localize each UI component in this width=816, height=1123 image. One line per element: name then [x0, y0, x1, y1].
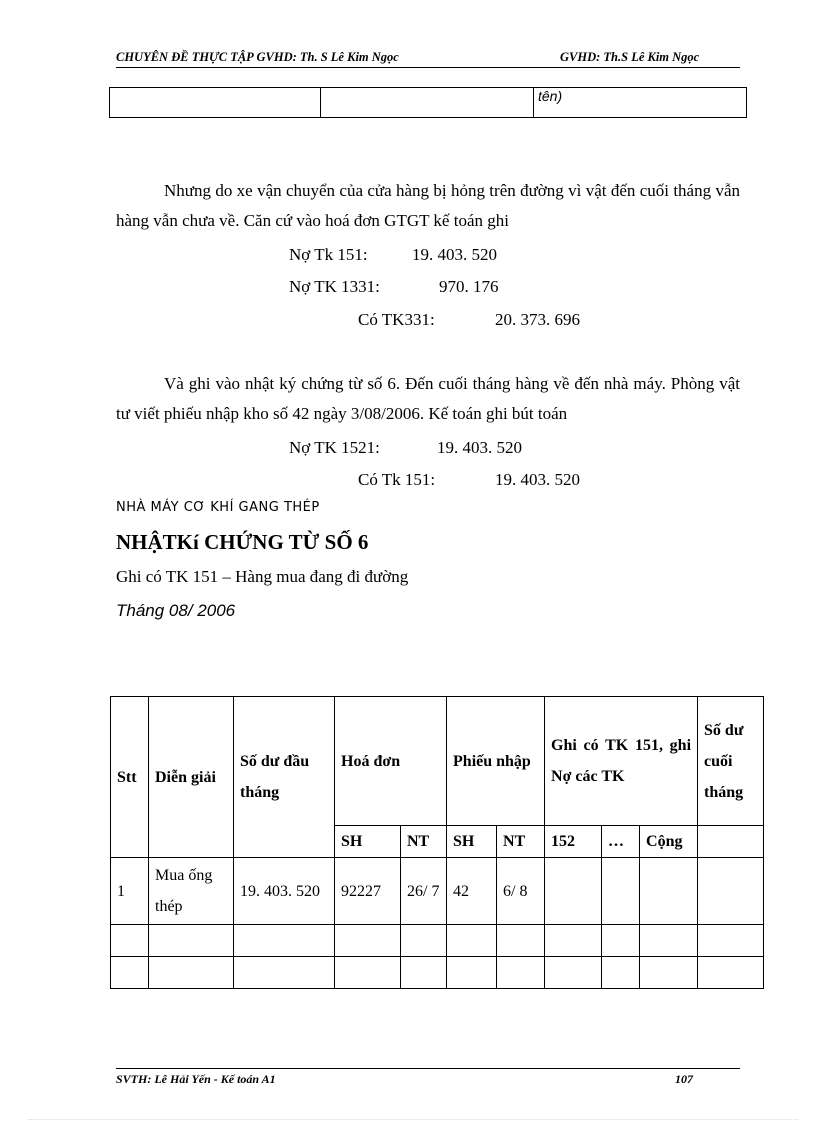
journal-table: [110, 696, 764, 989]
row-so-du-dau: 19. 403. 520: [234, 858, 335, 925]
header-152: 152: [545, 826, 602, 858]
continuation-cell-text: tên): [534, 88, 747, 118]
header-sh: SH: [335, 826, 401, 858]
entry-value: 19. 403. 520: [495, 470, 580, 489]
entry-label: Có TK331:: [358, 310, 435, 329]
header-cong: Cộng: [640, 826, 698, 858]
footer-rule: [116, 1068, 740, 1069]
entry-value: 19. 403. 520: [412, 245, 497, 264]
header-nt: NT: [401, 826, 447, 858]
row-hd-nt: 26/ 7: [401, 858, 447, 925]
entry-label: Nợ Tk 151:: [289, 245, 368, 264]
entry-value: 19. 403. 520: [437, 438, 522, 457]
paragraph-2-text: Và ghi vào nhật ký chứng từ số 6. Đến cuối tháng hàng về đến nhà máy. Phòng vật tư viết phiếu nhập kho số 42 ngày 3/08/2006. Kế toán ghi bút toán: [116, 374, 740, 423]
continuation-cell: [110, 88, 321, 118]
row-pn-sh: 42: [447, 858, 497, 925]
table-cell: [640, 858, 698, 925]
header-nt: NT: [497, 826, 545, 858]
journal-period: Tháng 08/ 2006: [116, 601, 236, 620]
header-so-du-cuoi: Số dư cuối tháng: [698, 697, 764, 826]
header-dots: …: [602, 826, 640, 858]
journal-title: NHẬTKí CHỨNG TỪ SỐ 6: [116, 530, 369, 554]
entry-value: 20. 373. 696: [495, 310, 580, 329]
journal-subtitle: Ghi có TK 151 – Hàng mua đang đi đường: [116, 567, 409, 586]
continuation-cell: [321, 88, 534, 118]
header-sh: SH: [447, 826, 497, 858]
header-phieu-nhap: Phiếu nhập: [447, 697, 545, 826]
header-dien-giai: Diễn giải: [149, 697, 234, 858]
table-row: [111, 925, 764, 957]
continuation-table: [109, 87, 747, 118]
table-cell: [698, 826, 764, 858]
table-cell: [545, 858, 602, 925]
paragraph-1-text: Nhưng do xe vận chuyển của cửa hàng bị hỏng trên đường vì vật đến cuối tháng vẫn hàng vẫn chưa về. Căn cứ vào hoá đơn GTGT kế toán ghi: [116, 181, 740, 230]
entry-label: Có Tk 151:: [358, 470, 436, 489]
header-rule: [116, 67, 740, 68]
paragraph-2: [116, 369, 740, 429]
company-name: NHÀ MÁY CƠ KHÍ GANG THÉP: [116, 500, 320, 515]
row-dien-giai: Mua ống thép: [149, 858, 234, 925]
header-ghi-co: Ghi có TK 151, ghi Nợ các TK: [545, 697, 698, 826]
footer-left-text: SVTH: Lê Hải Yến - Kế toán A1: [116, 1072, 276, 1086]
paragraph-1: [116, 176, 740, 236]
header-right-text: GVHD: Th.S Lê Kim Ngọc: [560, 50, 700, 64]
row-pn-nt: 6/ 8: [497, 858, 545, 925]
entry-value: 970. 176: [439, 277, 499, 296]
header-stt: Stt: [111, 697, 149, 858]
header-hoa-don: Hoá đơn: [335, 697, 447, 826]
entry-label: Nợ TK 1331:: [289, 277, 380, 296]
row-stt: 1: [111, 858, 149, 925]
table-cell: [698, 858, 764, 925]
header-so-du-dau: Số dư đầu tháng: [234, 697, 335, 858]
table-row: [111, 957, 764, 989]
row-hd-sh: 92227: [335, 858, 401, 925]
page-number: 107: [675, 1072, 693, 1086]
header-left-text: CHUYÊN ĐỀ THỰC TẬP GVHD: Th. S Lê Kim Ngọc: [116, 50, 399, 64]
page-edge: [28, 1119, 798, 1120]
entry-label: Nợ TK 1521:: [289, 438, 380, 457]
table-cell: [602, 858, 640, 925]
